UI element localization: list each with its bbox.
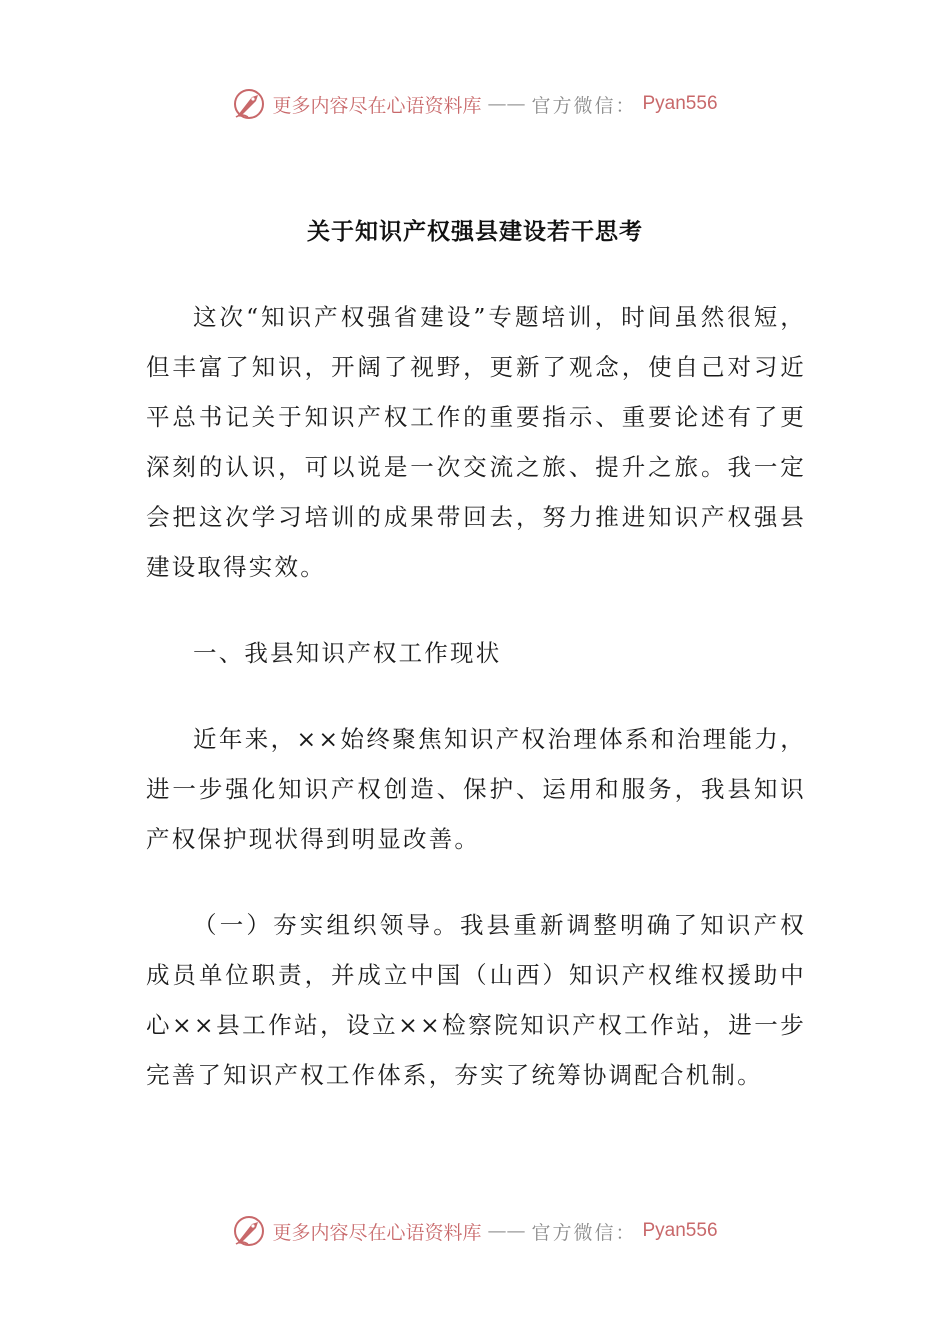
banner-label-text: 官方微信：	[531, 1221, 637, 1244]
footer-watermark-banner	[0, 1211, 950, 1251]
document-body	[146, 292, 806, 1100]
banner-brand-text: 更多内容尽在心语资料库	[272, 94, 482, 117]
document-title: 关于知识产权强县建设若干思考	[307, 219, 643, 245]
section-heading: 一、我县知识产权工作现状	[193, 639, 502, 667]
banner-label-text: 官方微信：	[531, 94, 637, 117]
paragraph-organization: （一）夯实组织领导。我县重新调整明确了知识产权成员单位职责，并成立中国（山西）知识产权维权援助中心××县工作站，设立××检察院知识产权工作站，进一步完善了知识产权工作体系，夯实了统筹协调配合机制。	[146, 911, 806, 1089]
pen-nib-circle-icon	[232, 1214, 266, 1248]
banner-wechat-id: Pyan556	[642, 93, 718, 114]
banner-separator: ——	[487, 1220, 526, 1242]
pen-nib-circle-icon	[232, 87, 266, 121]
paragraph-status: 近年来，××始终聚焦知识产权治理体系和治理能力，进一步强化知识产权创造、保护、运用和服务，我县知识产权保护现状得到明显改善。	[146, 725, 806, 853]
banner-wechat-id: Pyan556	[642, 1220, 718, 1241]
paragraph-intro: 这次“知识产权强省建设”专题培训，时间虽然很短，但丰富了知识，开阔了视野，更新了观念，使自己对习近平总书记关于知识产权工作的重要指示、重要论述有了更深刻的认识，可以说是一次交流之旅、提升之旅。我一定会把这次学习培训的成果带回去，努力推进知识产权强县建设取得实效。	[146, 303, 806, 581]
header-watermark-banner	[0, 84, 950, 124]
banner-separator: ——	[487, 93, 526, 115]
banner-brand-text: 更多内容尽在心语资料库	[272, 1221, 482, 1244]
